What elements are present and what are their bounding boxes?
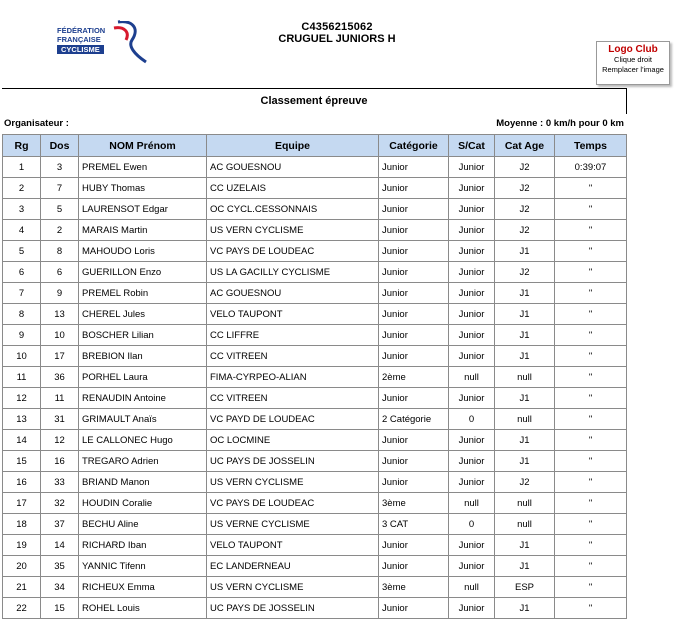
cell-rank: 22 bbox=[3, 598, 41, 619]
cell-time: " bbox=[555, 262, 627, 283]
cell-rank: 17 bbox=[3, 493, 41, 514]
cell-age-category: J1 bbox=[495, 388, 555, 409]
table-row bbox=[3, 514, 627, 535]
cell-bib: 34 bbox=[41, 577, 79, 598]
cell-time: " bbox=[555, 409, 627, 430]
col-header-age-category: Cat Age bbox=[495, 135, 555, 157]
cell-name: GRIMAULT Anaïs bbox=[79, 409, 207, 430]
cell-category: Junior bbox=[379, 325, 449, 346]
cell-category: Junior bbox=[379, 220, 449, 241]
cell-age-category: J1 bbox=[495, 304, 555, 325]
cell-name: LE CALLONEC Hugo bbox=[79, 430, 207, 451]
cell-subcategory: Junior bbox=[449, 199, 495, 220]
cell-name: BECHU Aline bbox=[79, 514, 207, 535]
cell-rank: 9 bbox=[3, 325, 41, 346]
cell-team: CC VITREEN bbox=[207, 388, 379, 409]
cell-team: OC CYCL.CESSONNAIS bbox=[207, 199, 379, 220]
cell-category: Junior bbox=[379, 262, 449, 283]
cell-bib: 11 bbox=[41, 388, 79, 409]
cell-subcategory: null bbox=[449, 493, 495, 514]
cell-rank: 20 bbox=[3, 556, 41, 577]
cell-category: 2 Catégorie bbox=[379, 409, 449, 430]
cell-subcategory: 0 bbox=[449, 514, 495, 535]
logo-line-3: CYCLISME bbox=[57, 45, 104, 54]
cell-time: " bbox=[555, 598, 627, 619]
cell-team: US VERN CYCLISME bbox=[207, 472, 379, 493]
cell-subcategory: Junior bbox=[449, 241, 495, 262]
cell-age-category: ESP bbox=[495, 577, 555, 598]
cell-category: Junior bbox=[379, 283, 449, 304]
col-header-subcategory: S/Cat bbox=[449, 135, 495, 157]
cell-subcategory: Junior bbox=[449, 472, 495, 493]
club-logo-title: Logo Club bbox=[608, 44, 658, 55]
cell-time: " bbox=[555, 346, 627, 367]
cell-bib: 6 bbox=[41, 262, 79, 283]
cell-name: PORHEL Laura bbox=[79, 367, 207, 388]
cell-category: Junior bbox=[379, 556, 449, 577]
col-header-name: NOM Prénom bbox=[79, 135, 207, 157]
table-row bbox=[3, 199, 627, 220]
cell-bib: 15 bbox=[41, 598, 79, 619]
cell-bib: 35 bbox=[41, 556, 79, 577]
cell-time: " bbox=[555, 325, 627, 346]
cell-category: Junior bbox=[379, 346, 449, 367]
table-row bbox=[3, 325, 627, 346]
cell-name: RICHARD Iban bbox=[79, 535, 207, 556]
cell-bib: 33 bbox=[41, 472, 79, 493]
cell-team: VELO TAUPONT bbox=[207, 304, 379, 325]
cell-time: " bbox=[555, 220, 627, 241]
cell-category: Junior bbox=[379, 304, 449, 325]
cell-rank: 6 bbox=[3, 262, 41, 283]
cell-team: VC PAYS DE LOUDEAC bbox=[207, 493, 379, 514]
cell-age-category: null bbox=[495, 367, 555, 388]
cell-team: OC LOCMINE bbox=[207, 430, 379, 451]
cell-name: MARAIS Martin bbox=[79, 220, 207, 241]
cell-age-category: J2 bbox=[495, 472, 555, 493]
cell-time: " bbox=[555, 178, 627, 199]
cell-team: VC PAYD DE LOUDEAC bbox=[207, 409, 379, 430]
cell-time: " bbox=[555, 535, 627, 556]
cell-category: Junior bbox=[379, 598, 449, 619]
cell-age-category: J2 bbox=[495, 157, 555, 178]
table-row bbox=[3, 283, 627, 304]
cell-time: " bbox=[555, 514, 627, 535]
table-row bbox=[3, 346, 627, 367]
cell-subcategory: Junior bbox=[449, 157, 495, 178]
cell-age-category: J2 bbox=[495, 220, 555, 241]
race-code: C4356215062 bbox=[301, 21, 373, 33]
cell-age-category: null bbox=[495, 493, 555, 514]
results-table bbox=[2, 134, 627, 619]
col-header-category: Catégorie bbox=[379, 135, 449, 157]
cell-team: US LA GACILLY CYCLISME bbox=[207, 262, 379, 283]
cell-name: TREGARO Adrien bbox=[79, 451, 207, 472]
table-row bbox=[3, 430, 627, 451]
cell-name: BOSCHER Lilian bbox=[79, 325, 207, 346]
table-row bbox=[3, 493, 627, 514]
cell-bib: 7 bbox=[41, 178, 79, 199]
cell-time: " bbox=[555, 577, 627, 598]
cell-bib: 31 bbox=[41, 409, 79, 430]
cell-name: BRIAND Manon bbox=[79, 472, 207, 493]
cell-age-category: J2 bbox=[495, 262, 555, 283]
cell-category: Junior bbox=[379, 388, 449, 409]
cell-age-category: J1 bbox=[495, 430, 555, 451]
cell-time: " bbox=[555, 556, 627, 577]
cell-age-category: J1 bbox=[495, 556, 555, 577]
cell-team: UC PAYS DE JOSSELIN bbox=[207, 451, 379, 472]
cell-rank: 18 bbox=[3, 514, 41, 535]
cell-bib: 17 bbox=[41, 346, 79, 367]
ranking-title-box bbox=[2, 88, 627, 114]
cell-name: ROHEL Louis bbox=[79, 598, 207, 619]
cell-bib: 3 bbox=[41, 157, 79, 178]
cell-time: " bbox=[555, 199, 627, 220]
cell-category: 2ème bbox=[379, 367, 449, 388]
cell-subcategory: Junior bbox=[449, 598, 495, 619]
cell-time: " bbox=[555, 430, 627, 451]
cell-bib: 13 bbox=[41, 304, 79, 325]
cell-rank: 14 bbox=[3, 430, 41, 451]
cell-category: Junior bbox=[379, 451, 449, 472]
cell-team: VELO TAUPONT bbox=[207, 535, 379, 556]
cell-age-category: J2 bbox=[495, 199, 555, 220]
table-row bbox=[3, 367, 627, 388]
col-header-time: Temps bbox=[555, 135, 627, 157]
cell-rank: 16 bbox=[3, 472, 41, 493]
cell-age-category: J1 bbox=[495, 346, 555, 367]
cell-age-category: J1 bbox=[495, 451, 555, 472]
cell-rank: 2 bbox=[3, 178, 41, 199]
cell-name: RICHEUX Emma bbox=[79, 577, 207, 598]
cell-time: " bbox=[555, 451, 627, 472]
cell-bib: 8 bbox=[41, 241, 79, 262]
cell-category: Junior bbox=[379, 472, 449, 493]
cell-subcategory: Junior bbox=[449, 535, 495, 556]
cell-name: HOUDIN Coralie bbox=[79, 493, 207, 514]
cell-age-category: J1 bbox=[495, 598, 555, 619]
cell-subcategory: Junior bbox=[449, 325, 495, 346]
col-header-bib: Dos bbox=[41, 135, 79, 157]
cell-category: 3ème bbox=[379, 577, 449, 598]
col-header-rank: Rg bbox=[3, 135, 41, 157]
cell-rank: 19 bbox=[3, 535, 41, 556]
cell-time: " bbox=[555, 283, 627, 304]
cell-bib: 10 bbox=[41, 325, 79, 346]
cell-age-category: J1 bbox=[495, 325, 555, 346]
cell-rank: 4 bbox=[3, 220, 41, 241]
cell-category: Junior bbox=[379, 241, 449, 262]
cell-rank: 1 bbox=[3, 157, 41, 178]
cell-subcategory: Junior bbox=[449, 388, 495, 409]
cell-name: CHEREL Jules bbox=[79, 304, 207, 325]
cell-name: YANNIC Tifenn bbox=[79, 556, 207, 577]
cell-subcategory: Junior bbox=[449, 262, 495, 283]
cell-rank: 15 bbox=[3, 451, 41, 472]
cell-rank: 12 bbox=[3, 388, 41, 409]
cell-bib: 12 bbox=[41, 430, 79, 451]
cell-time: " bbox=[555, 367, 627, 388]
cell-team: CC VITREEN bbox=[207, 346, 379, 367]
cell-bib: 9 bbox=[41, 283, 79, 304]
ranking-title: Classement épreuve bbox=[260, 95, 368, 107]
cell-bib: 37 bbox=[41, 514, 79, 535]
cell-time: " bbox=[555, 304, 627, 325]
cell-category: 3ème bbox=[379, 493, 449, 514]
cell-name: HUBY Thomas bbox=[79, 178, 207, 199]
cell-age-category: J1 bbox=[495, 241, 555, 262]
cell-rank: 13 bbox=[3, 409, 41, 430]
cell-time: " bbox=[555, 472, 627, 493]
average-speed: Moyenne : 0 km/h pour 0 km bbox=[496, 118, 624, 129]
table-row bbox=[3, 451, 627, 472]
cell-name: LAURENSOT Edgar bbox=[79, 199, 207, 220]
race-name: CRUGUEL JUNIORS H bbox=[278, 33, 396, 45]
cell-category: Junior bbox=[379, 199, 449, 220]
cell-subcategory: Junior bbox=[449, 304, 495, 325]
cell-name: BREBION Ilan bbox=[79, 346, 207, 367]
cell-team: CC LIFFRE bbox=[207, 325, 379, 346]
cell-age-category: J1 bbox=[495, 535, 555, 556]
cell-name: PREMEL Ewen bbox=[79, 157, 207, 178]
cell-age-category: null bbox=[495, 409, 555, 430]
cell-rank: 8 bbox=[3, 304, 41, 325]
cell-subcategory: Junior bbox=[449, 430, 495, 451]
cell-time: " bbox=[555, 241, 627, 262]
table-row bbox=[3, 598, 627, 619]
cell-time: 0:39:07 bbox=[555, 157, 627, 178]
cell-rank: 5 bbox=[3, 241, 41, 262]
cell-subcategory: Junior bbox=[449, 346, 495, 367]
cell-time: " bbox=[555, 388, 627, 409]
club-logo-hint-1: Clique droit bbox=[614, 55, 652, 64]
cell-category: Junior bbox=[379, 178, 449, 199]
cell-subcategory: null bbox=[449, 367, 495, 388]
cell-team: AC GOUESNOU bbox=[207, 157, 379, 178]
table-row bbox=[3, 388, 627, 409]
cell-category: Junior bbox=[379, 157, 449, 178]
col-header-team: Equipe bbox=[207, 135, 379, 157]
cell-age-category: J1 bbox=[495, 283, 555, 304]
club-logo-placeholder[interactable] bbox=[596, 41, 670, 85]
cell-rank: 10 bbox=[3, 346, 41, 367]
table-row bbox=[3, 178, 627, 199]
logo-line-2: FRANÇAISE bbox=[57, 35, 101, 44]
cell-rank: 3 bbox=[3, 199, 41, 220]
table-row bbox=[3, 157, 627, 178]
cell-team: US VERN CYCLISME bbox=[207, 577, 379, 598]
cell-subcategory: Junior bbox=[449, 220, 495, 241]
cell-subcategory: Junior bbox=[449, 178, 495, 199]
cell-category: 3 CAT bbox=[379, 514, 449, 535]
cell-age-category: J2 bbox=[495, 178, 555, 199]
table-row bbox=[3, 577, 627, 598]
table-row bbox=[3, 241, 627, 262]
cell-rank: 21 bbox=[3, 577, 41, 598]
cell-bib: 32 bbox=[41, 493, 79, 514]
table-row bbox=[3, 262, 627, 283]
cell-bib: 16 bbox=[41, 451, 79, 472]
cell-team: FIMA-CYRPEO-ALIAN bbox=[207, 367, 379, 388]
organisateur-label: Organisateur : bbox=[4, 118, 69, 129]
cell-name: MAHOUDO Loris bbox=[79, 241, 207, 262]
table-row bbox=[3, 220, 627, 241]
cell-name: RENAUDIN Antoine bbox=[79, 388, 207, 409]
logo-line-1: FÉDÉRATION bbox=[57, 26, 106, 35]
table-row bbox=[3, 472, 627, 493]
cell-name: PREMEL Robin bbox=[79, 283, 207, 304]
cell-bib: 5 bbox=[41, 199, 79, 220]
cell-subcategory: Junior bbox=[449, 556, 495, 577]
cell-subcategory: null bbox=[449, 577, 495, 598]
club-logo-hint-2: Remplacer l'image bbox=[602, 65, 664, 74]
table-header-row bbox=[3, 135, 627, 157]
table-row bbox=[3, 409, 627, 430]
cell-subcategory: 0 bbox=[449, 409, 495, 430]
cell-team: CC UZELAIS bbox=[207, 178, 379, 199]
cell-team: UC PAYS DE JOSSELIN bbox=[207, 598, 379, 619]
cell-bib: 2 bbox=[41, 220, 79, 241]
cell-category: Junior bbox=[379, 535, 449, 556]
cell-category: Junior bbox=[379, 430, 449, 451]
cell-team: EC LANDERNEAU bbox=[207, 556, 379, 577]
cell-name: GUERILLON Enzo bbox=[79, 262, 207, 283]
cell-age-category: null bbox=[495, 514, 555, 535]
cell-team: US VERN CYCLISME bbox=[207, 220, 379, 241]
table-row bbox=[3, 304, 627, 325]
cell-team: US VERNE CYCLISME bbox=[207, 514, 379, 535]
table-row bbox=[3, 535, 627, 556]
cell-bib: 36 bbox=[41, 367, 79, 388]
cell-time: " bbox=[555, 493, 627, 514]
cell-bib: 14 bbox=[41, 535, 79, 556]
cell-rank: 11 bbox=[3, 367, 41, 388]
cell-team: AC GOUESNOU bbox=[207, 283, 379, 304]
cell-team: VC PAYS DE LOUDEAC bbox=[207, 241, 379, 262]
cell-subcategory: Junior bbox=[449, 451, 495, 472]
cell-subcategory: Junior bbox=[449, 283, 495, 304]
cell-rank: 7 bbox=[3, 283, 41, 304]
table-row bbox=[3, 556, 627, 577]
